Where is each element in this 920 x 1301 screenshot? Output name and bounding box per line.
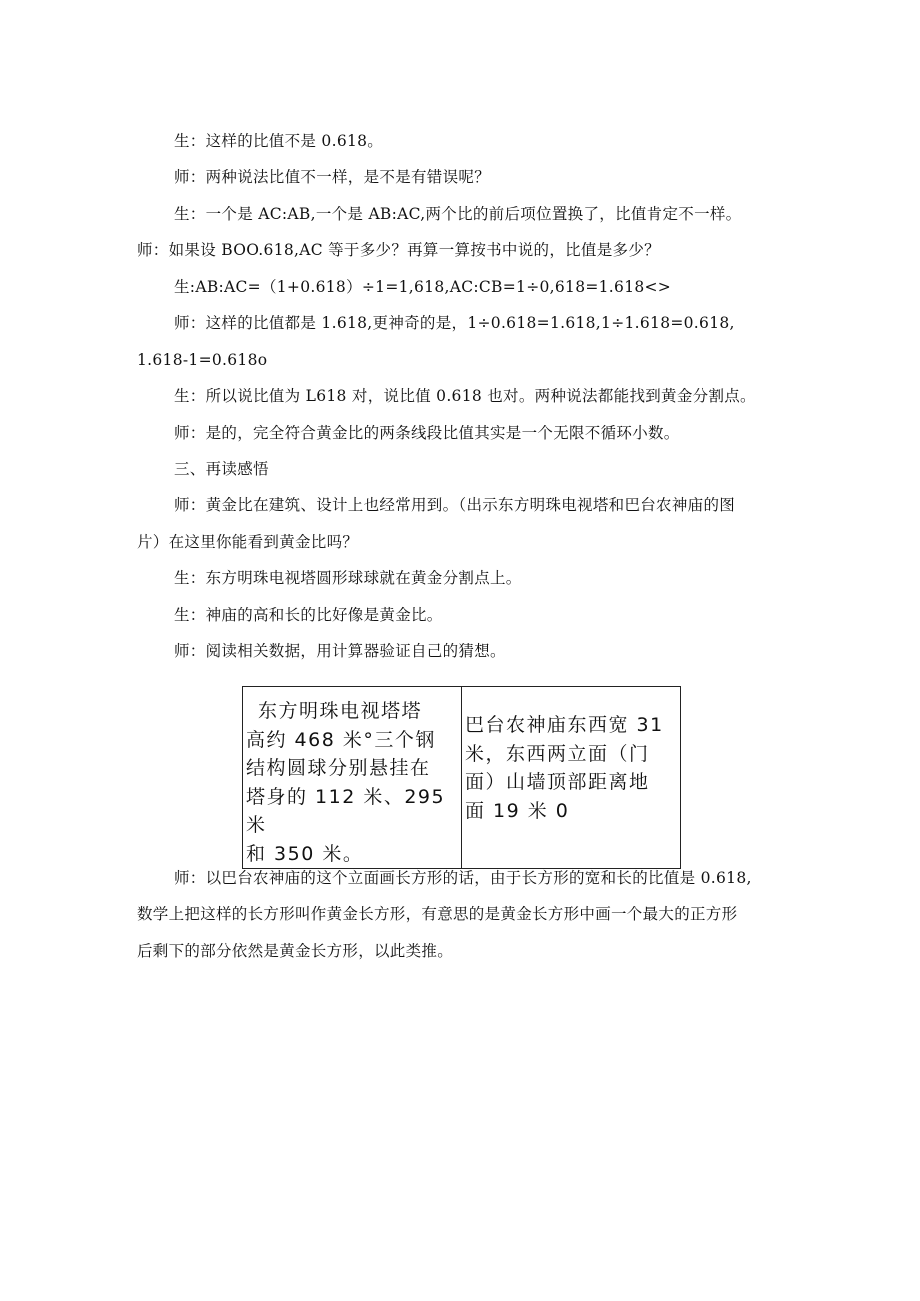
paragraph: 生：神庙的高和长的比好像是黄金比。 [174,606,443,624]
paragraph: 师：如果设 BOO.618,AC 等于多少？再算一算按书中说的，比值是多少？ [137,241,660,259]
paragraph: 生：所以说比值为 L618 对，说比值 0.618 也对。两种说法都能找到黄金分割点。 [174,387,756,405]
paragraph: 师：两种说法比值不一样，是不是有错误呢？ [174,168,491,186]
cell-line: 面）山墙顶部距离地 [465,771,650,793]
cell-line: 东方明珠电视塔塔 [258,700,423,722]
paragraph-continuation: 数学上把这样的长方形叫作黄金长方形，有意思的是黄金长方形中画一个最大的正方形 [137,905,738,923]
paragraph: 生：东方明珠电视塔圆形球球就在黄金分割点上。 [174,569,522,587]
paragraph: 师：这样的比值都是 1.618,更神奇的是，1÷0.618=1.618,1÷1.618=0.618, [174,314,735,332]
cell-line: 米，东西两立面（门 [465,742,650,765]
cell-line: 巴台农神庙东西宽 31 [465,714,664,736]
paragraph: 师：是的，完全符合黄金比的两条线段比值其实是一个无限不循环小数。 [174,424,680,442]
paragraph: 生:AB:AC=（1+0.618）÷1=1,618,AC:CB=1÷0,618=1.618<> [174,278,672,296]
paragraph: 生：一个是 AC:AB,一个是 AB:AC,两个比的前后项位置换了，比值肯定不一样。 [174,205,742,223]
table-cell-pearl-tower [243,687,462,869]
data-table [242,686,681,869]
paragraph: 师：阅读相关数据，用计算器验证自己的猜想。 [174,642,506,660]
paragraph-continuation: 片）在这里你能看到黄金比吗？ [137,533,359,551]
paragraph: 生：这样的比值不是 0.618。 [174,132,384,150]
table-row [243,687,681,869]
cell-line: 面 19 米 0 [465,799,570,822]
cell-line: 塔身的 112 米、295 米 [246,785,446,836]
cell-line: 和 350 米。 [246,842,364,865]
cell-line: 结构圆球分别悬挂在 [246,757,431,779]
table-cell-parthenon [462,687,681,869]
paragraph: 师：黄金比在建筑、设计上也经常用到。（出示东方明珠电视塔和巴台农神庙的图 [174,496,736,514]
paragraph-continuation: 后剩下的部分依然是黄金长方形，以此类推。 [137,942,454,960]
paragraph: 师：以巴台农神庙的这个立面画长方形的话，由于长方形的宽和长的比值是 0.618, [174,869,752,887]
paragraph-continuation: 1.618-1=0.618o [137,351,268,369]
cell-line: 高约 468 米°三个钢 [246,728,436,751]
section-heading: 三、再读感悟 [174,460,269,478]
